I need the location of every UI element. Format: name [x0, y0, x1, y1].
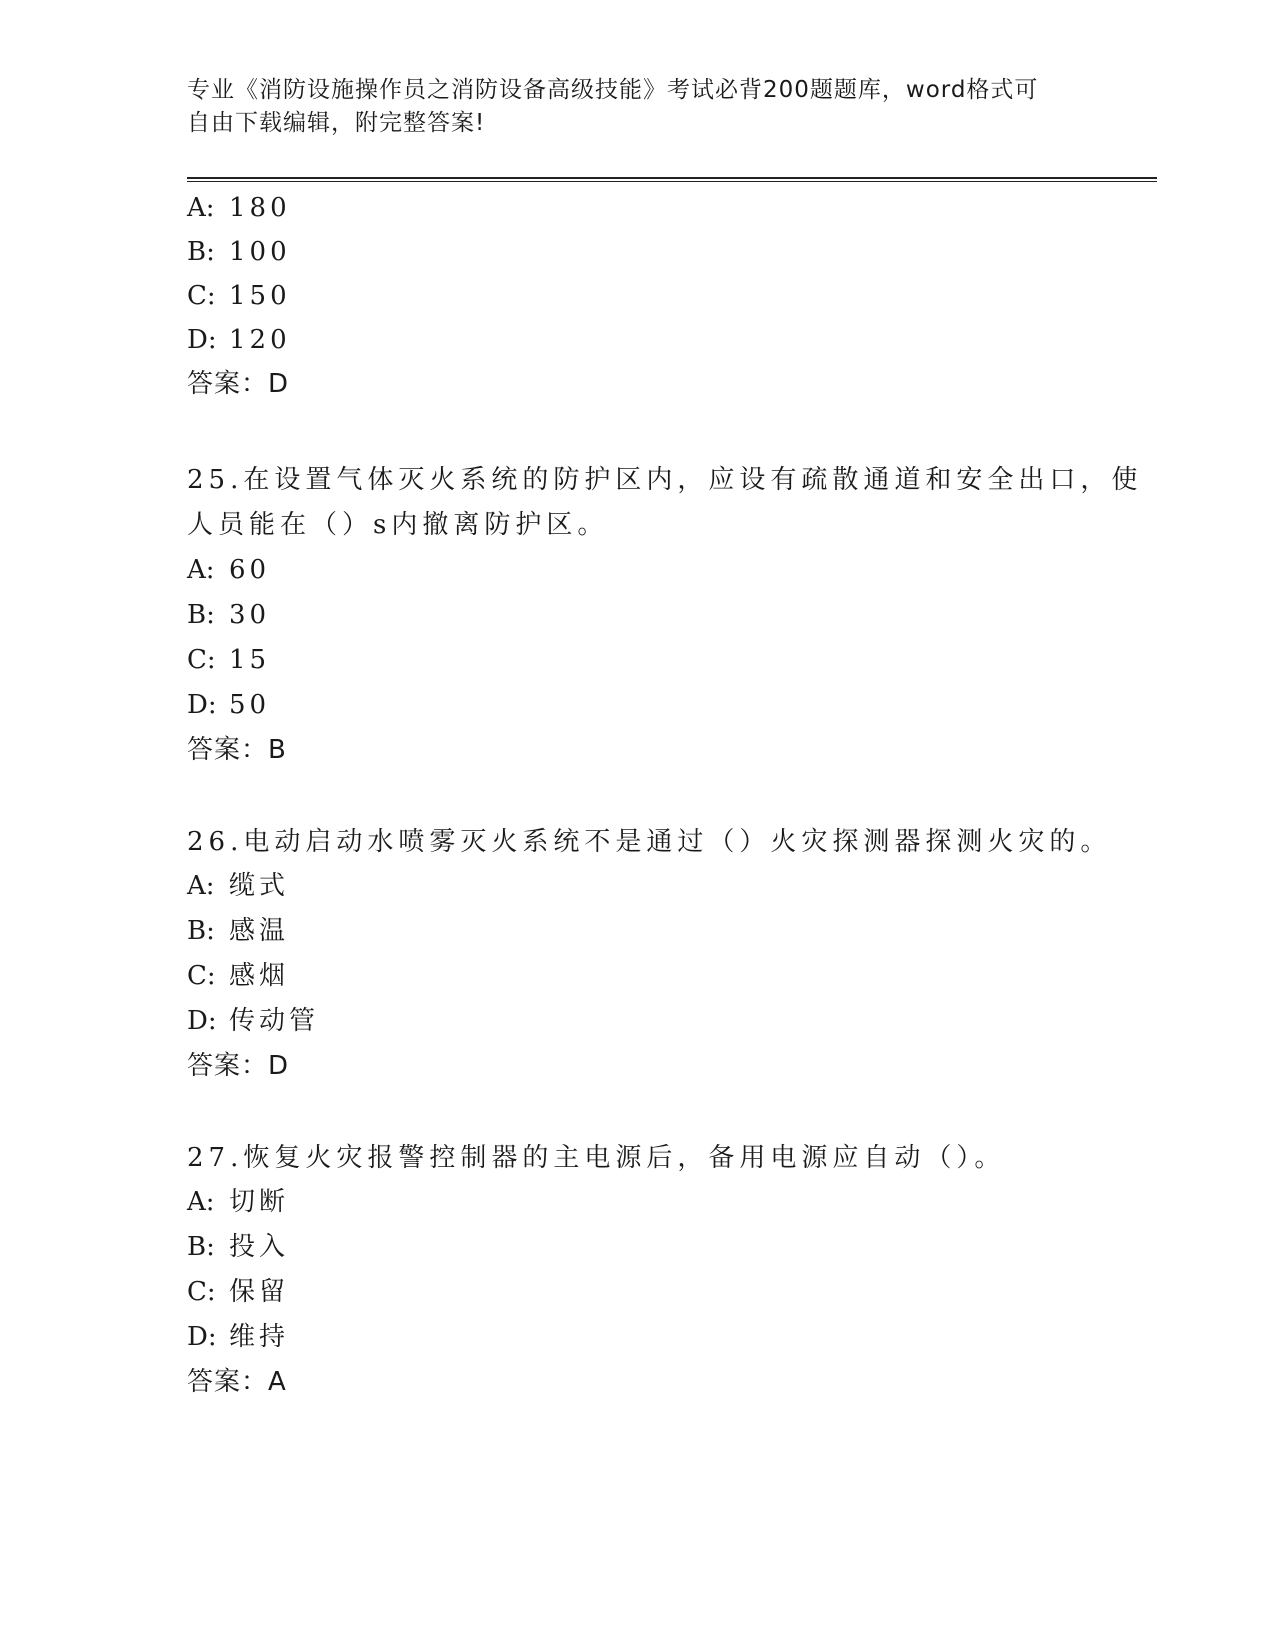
option-letter: C:	[187, 961, 216, 991]
question-25-option-d	[187, 688, 270, 722]
option-text: 120	[229, 325, 291, 355]
option-letter: B:	[187, 916, 215, 946]
option-text: 100	[229, 237, 291, 267]
option-text: 切断	[229, 1187, 290, 1217]
question-25-option-b	[187, 598, 270, 632]
option-text: 30	[229, 600, 271, 630]
prev-option-b	[187, 235, 291, 269]
option-letter: B:	[187, 1232, 215, 1262]
option-text: 缆式	[229, 871, 290, 901]
option-letter: D:	[187, 1322, 217, 1352]
option-text: 50	[229, 690, 271, 720]
question-26-answer: 答案：D	[187, 1051, 290, 1081]
option-letter: C:	[187, 1277, 216, 1307]
question-25-answer: 答案：B	[187, 735, 287, 765]
question-26-option-c	[187, 959, 289, 993]
option-text: 15	[229, 645, 271, 675]
option-text: 投入	[229, 1232, 290, 1262]
option-letter: A:	[187, 871, 215, 901]
header-line-1: 专业《消防设施操作员之消防设备高级技能》考试必背200题题库，word格式可	[187, 77, 1039, 103]
option-text: 150	[229, 281, 291, 311]
question-26-option-a	[187, 869, 289, 903]
question-27-option-d	[187, 1320, 289, 1354]
question-25-option-c	[187, 643, 270, 677]
prev-option-a	[187, 191, 291, 225]
option-letter: C:	[187, 645, 216, 675]
option-text: 传动管	[229, 1006, 320, 1036]
option-text: 60	[229, 555, 271, 585]
question-25-line-2: 人员能在（）s内撤离防护区。	[187, 510, 609, 540]
option-letter: A:	[187, 193, 215, 223]
option-letter: D:	[187, 690, 217, 720]
option-text: 180	[229, 193, 291, 223]
header-divider-thin	[187, 181, 1157, 182]
option-letter: B:	[187, 600, 215, 630]
document-header	[187, 74, 1087, 140]
prev-answer: 答案：D	[187, 369, 290, 399]
question-27-line-1: 27.恢复火灾报警控制器的主电源后，备用电源应自动（）。	[187, 1143, 1006, 1173]
prev-option-d	[187, 323, 291, 357]
option-letter: A:	[187, 1187, 215, 1217]
option-text: 维持	[229, 1322, 290, 1352]
option-letter: C:	[187, 281, 216, 311]
question-26-line-1: 26.电动启动水喷雾灭火系统不是通过（）火灾探测器探测火灾的。	[187, 827, 1112, 857]
question-27-option-c	[187, 1275, 289, 1309]
option-text: 感烟	[229, 961, 290, 991]
question-26-option-b	[187, 914, 289, 948]
question-25-option-a	[187, 553, 270, 587]
option-letter: A:	[187, 555, 215, 585]
option-text: 感温	[229, 916, 290, 946]
question-27-option-b	[187, 1230, 289, 1264]
header-divider-thick	[187, 177, 1157, 179]
option-letter: B:	[187, 237, 215, 267]
option-letter: D:	[187, 1006, 217, 1036]
option-text: 保留	[229, 1277, 290, 1307]
prev-option-c	[187, 279, 291, 313]
header-line-2: 自由下载编辑，附完整答案!	[187, 110, 486, 136]
option-letter: D:	[187, 325, 217, 355]
question-26-option-d	[187, 1004, 319, 1038]
question-25-line-1: 25.在设置气体灭火系统的防护区内，应设有疏散通道和安全出口，使	[187, 465, 1143, 495]
question-27-option-a	[187, 1185, 289, 1219]
question-27-answer: 答案：A	[187, 1367, 287, 1397]
